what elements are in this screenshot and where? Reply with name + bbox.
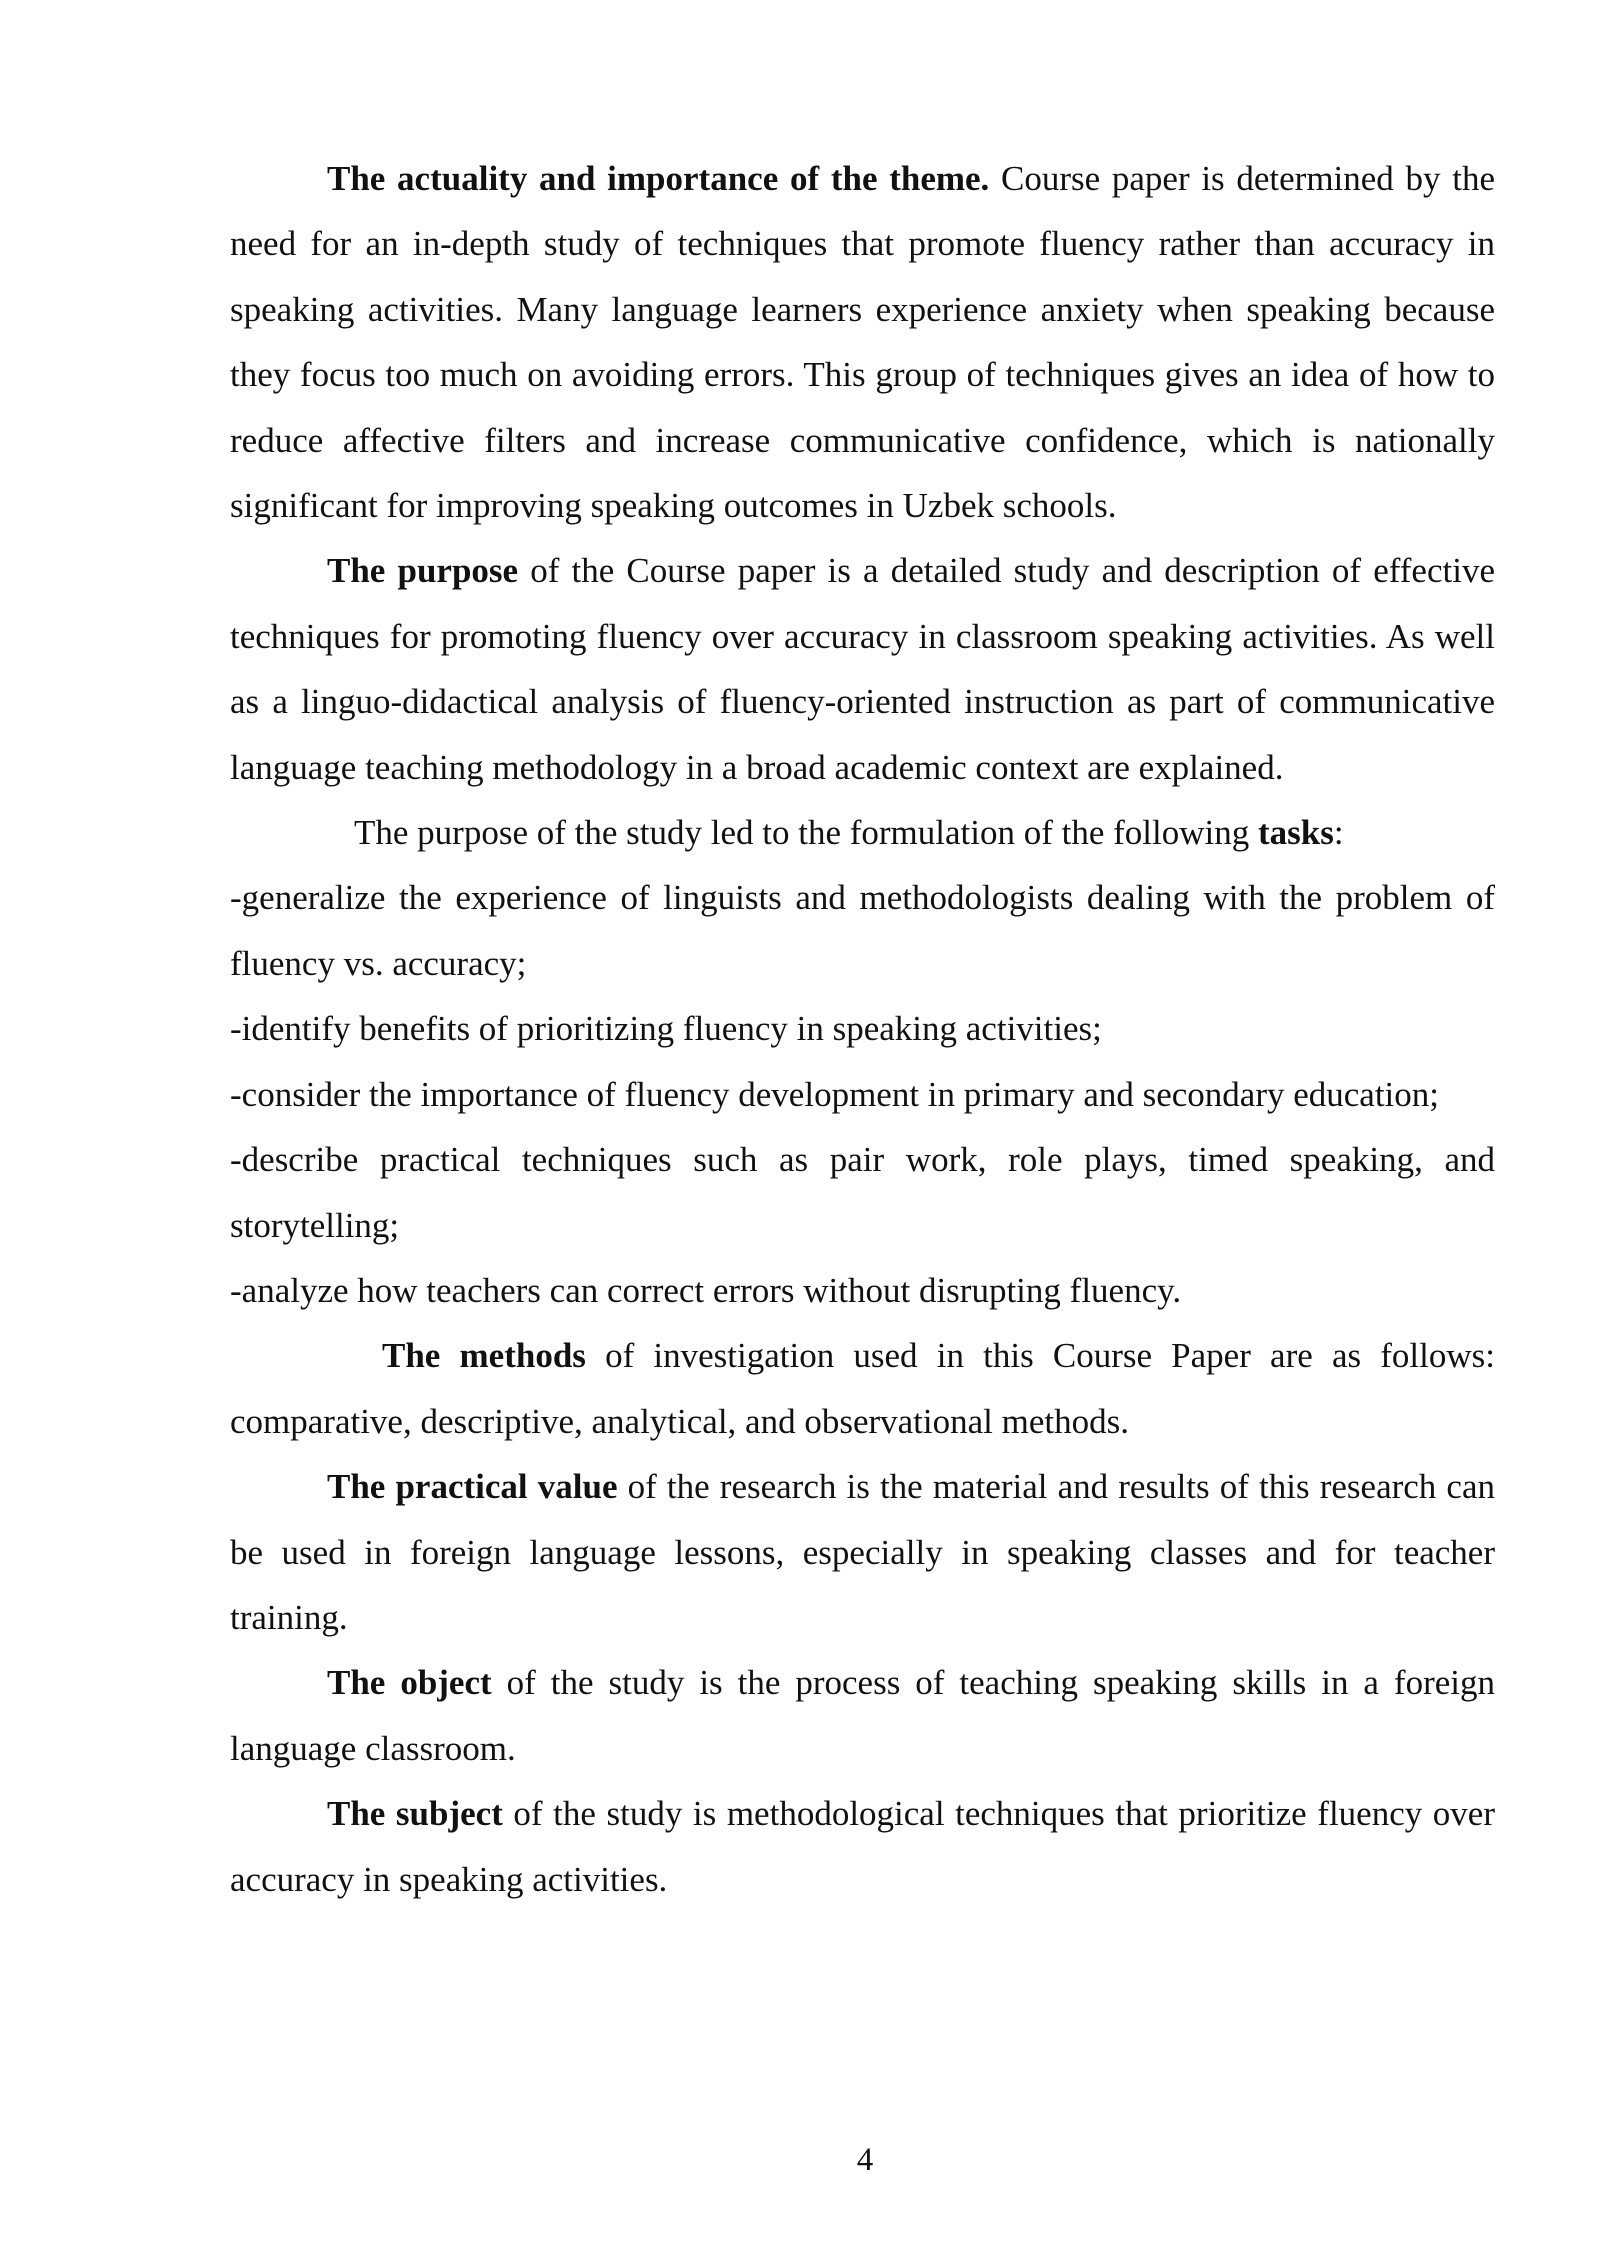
tasks-keyword: tasks: [1257, 813, 1334, 853]
actuality-heading: The actuality and importance of the theme.: [327, 159, 990, 198]
object-paragraph: [230, 1650, 1495, 1781]
purpose-text: of the Course paper is a detailed study and description of effective techniques for promoting fluency over accuracy in classroom speaking activities. As well as a linguo-didactical analysis of fluency-oriented instruction as part of communicative language teaching methodology in a broad academic context are explained.: [230, 551, 1495, 787]
task-item: -consider the importance of fluency development in primary and secondary education;: [230, 1074, 1440, 1114]
subject-paragraph: [230, 1781, 1495, 1912]
object-text: of the study is the process of teaching speaking skills in a foreign language classroom.: [230, 1663, 1495, 1768]
methods-text: of investigation used in this Course Paper are as follows: comparative, descriptive, analytical, and observational methods.: [230, 1336, 1495, 1441]
methods-heading: The methods: [382, 1336, 586, 1376]
tasks-intro-paragraph: [230, 800, 1495, 865]
practical-value-paragraph: [230, 1454, 1495, 1650]
purpose-heading: The purpose: [327, 551, 519, 591]
methods-paragraph: [230, 1323, 1495, 1454]
actuality-paragraph: [230, 146, 1495, 538]
task-item: -describe practical techniques such as pair work, role plays, timed speaking, and storytelling;: [230, 1140, 1495, 1245]
task-item: -generalize the experience of linguists and methodologists dealing with the problem of fluency vs. accuracy;: [230, 878, 1495, 983]
actuality-text: Course paper is determined by the need for an in-depth study of techniques that promote fluency rather than accuracy in speaking activities. Many language learners experience anxiety when speaking because they focus too much on avoiding errors. This group of techniques gives an idea of how to reduce affective filters and increase communicative confidence, which is nationally significant for improving speaking outcomes in Uzbek schools.: [230, 159, 1495, 526]
document-page: [230, 146, 1495, 1912]
practical-value-heading: The practical value: [327, 1467, 618, 1507]
object-heading: The object: [327, 1663, 492, 1703]
subject-heading: The subject: [327, 1794, 503, 1834]
task-item: -analyze how teachers can correct errors without disrupting fluency.: [230, 1270, 1182, 1310]
tasks-intro-text: The purpose of the study led to the formulation of the following: [354, 813, 1258, 853]
subject-text: of the study is methodological techniques that prioritize fluency over accuracy in speaking activities.: [230, 1794, 1495, 1899]
tasks-colon: :: [1333, 813, 1344, 853]
purpose-paragraph: [230, 538, 1495, 800]
page-number: 4: [856, 2142, 874, 2178]
task-item: -identify benefits of prioritizing fluency in speaking activities;: [230, 1009, 1102, 1049]
practical-value-text: of the research is the material and results of this research can be used in foreign language lessons, especially in speaking classes and for teacher training.: [230, 1467, 1495, 1637]
